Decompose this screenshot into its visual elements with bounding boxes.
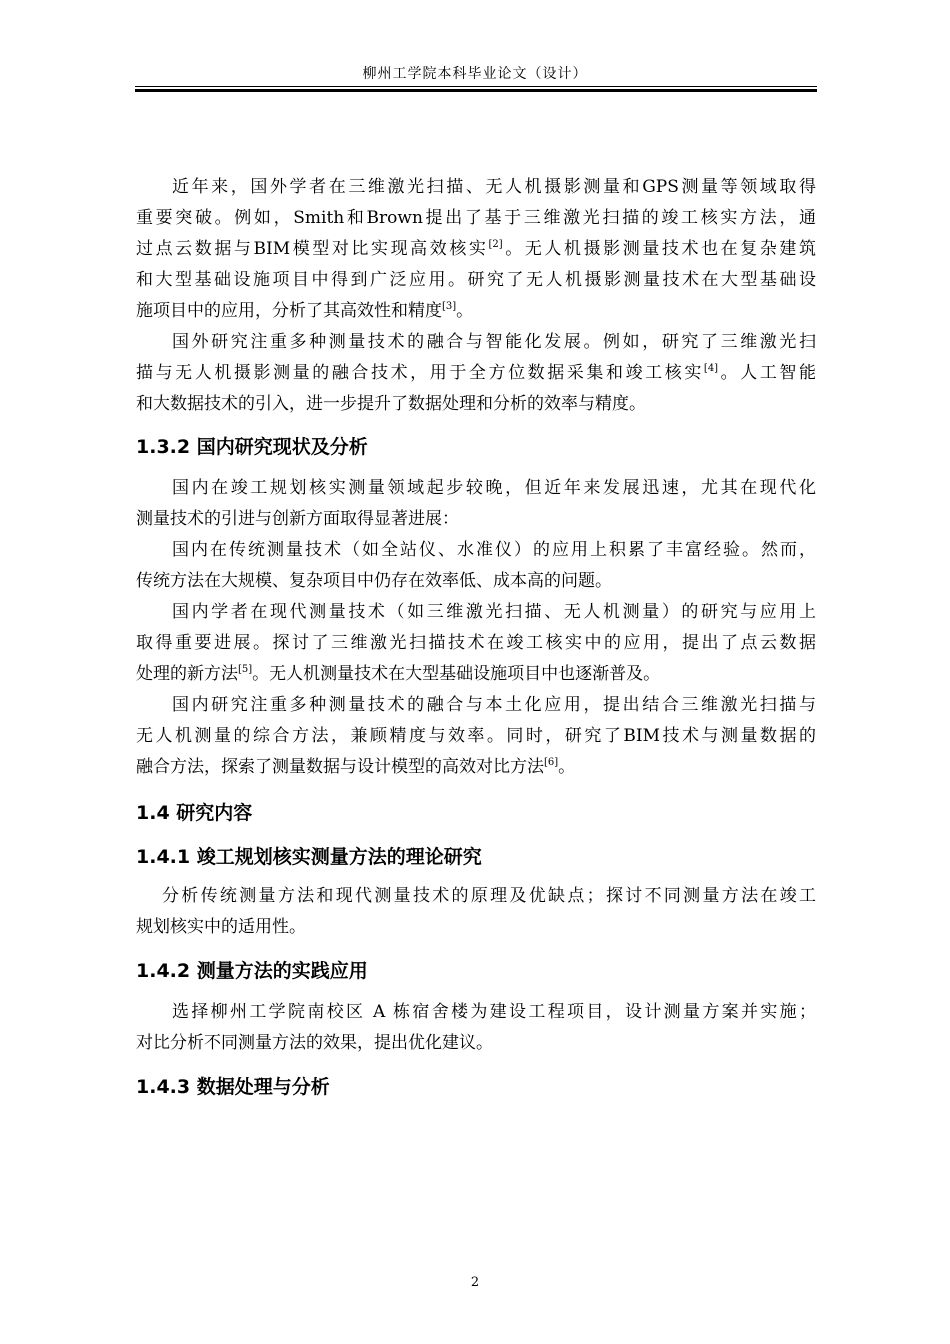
header-rule-thick <box>135 89 817 92</box>
text-line: 选择柳州工学院南校区 A 栋宿舍楼为建设工程项目，设计测量方案并实施； <box>172 1002 816 1022</box>
text-line: 分析传统测量方法和现代测量技术的原理及优缺点；探讨不同测量方法在竣工 <box>162 886 816 906</box>
citation-ref: [3] <box>442 301 457 312</box>
text-run: 。 <box>456 301 474 321</box>
text-line <box>136 234 816 265</box>
header-rule-thin <box>135 86 817 87</box>
text-line: 测量技术的引进与创新方面取得显著进展： <box>136 509 459 529</box>
text-run: 施项目中的应用，分析了其高效性和精度 <box>136 301 442 321</box>
running-header: 柳州工学院本科毕业论文（设计） <box>362 66 588 82</box>
text-line <box>136 752 816 783</box>
paragraph-foreign-breakthroughs <box>136 172 816 327</box>
paragraph-domestic-integration <box>136 690 816 783</box>
citation-ref: [5] <box>238 664 253 675</box>
text-run: 描与无人机摄影测量的融合技术，用于全方位数据采集和竣工核实 <box>136 363 704 383</box>
text-line <box>136 659 816 690</box>
text-line: 国内在传统测量技术（如全站仪、水准仪）的应用上积累了丰富经验。然而， <box>172 540 816 560</box>
text-run: 过点云数据与BIM模型对比实现高效核实 <box>136 239 489 259</box>
text-line: 和大数据技术的引入，进一步提升了数据处理和分析的效率与精度。 <box>136 394 646 414</box>
text-run: 。无人机摄影测量技术也在复杂建筑 <box>502 239 816 259</box>
text-run: 。无人机测量技术在大型基础设施项目中也逐渐普及。 <box>252 664 661 684</box>
text-line: 对比分析不同测量方法的效果，提出优化建议。 <box>136 1033 493 1053</box>
text-run: 融合方法，探索了测量数据与设计模型的高效对比方法 <box>136 757 544 777</box>
text-line: 重要突破。例如，Smith和Brown提出了基于三维激光扫描的竣工核实方法，通 <box>136 208 816 228</box>
page-content <box>136 172 816 1099</box>
paragraph-theory-research <box>136 881 816 943</box>
section-heading-1-4: 1.4 研究内容 <box>136 802 253 824</box>
paragraph-practice-application <box>136 997 816 1059</box>
citation-ref: [4] <box>703 363 719 374</box>
text-line: 国内在竣工规划核实测量领域起步较晚，但近年来发展迅速，尤其在现代化 <box>172 478 816 498</box>
text-run: 。 <box>558 757 576 777</box>
page-number: 2 <box>470 1275 480 1290</box>
paragraph-foreign-integration <box>136 327 816 420</box>
text-line: 传统方法在大规模、复杂项目中仍存在效率低、成本高的问题。 <box>136 571 612 591</box>
section-heading-1-4-1: 1.4.1 竣工规划核实测量方法的理论研究 <box>136 846 482 868</box>
text-run: 处理的新方法 <box>136 664 238 684</box>
section-heading-1-4-2: 1.4.2 测量方法的实践应用 <box>136 960 368 982</box>
text-line: 取得重要进展。探讨了三维激光扫描技术在竣工核实中的应用，提出了点云数据 <box>136 633 816 653</box>
citation-ref: [2] <box>488 239 503 250</box>
section-heading-1-4-3: 1.4.3 数据处理与分析 <box>136 1076 330 1098</box>
text-line: 国内学者在现代测量技术（如三维激光扫描、无人机测量）的研究与应用上 <box>172 602 816 622</box>
paragraph-domestic-overview <box>136 473 816 535</box>
text-line: 无人机测量的综合方法，兼顾精度与效率。同时，研究了BIM技术与测量数据的 <box>136 726 816 746</box>
text-line: 近年来，国外学者在三维激光扫描、无人机摄影测量和GPS测量等领域取得 <box>172 177 816 197</box>
paragraph-domestic-modern <box>136 597 816 690</box>
citation-ref: [6] <box>544 757 559 768</box>
section-heading-1-3-2: 1.3.2 国内研究现状及分析 <box>136 436 368 458</box>
text-line: 国内研究注重多种测量技术的融合与本土化应用，提出结合三维激光扫描与 <box>172 695 816 715</box>
text-line <box>136 358 816 389</box>
paragraph-domestic-traditional <box>136 535 816 597</box>
text-line: 规划核实中的适用性。 <box>136 917 306 937</box>
text-line: 和大型基础设施项目中得到广泛应用。研究了无人机摄影测量技术在大型基础设 <box>136 270 816 290</box>
text-run: 。人工智能 <box>718 363 817 383</box>
text-line: 国外研究注重多种测量技术的融合与智能化发展。例如，研究了三维激光扫 <box>172 332 816 352</box>
text-line <box>136 296 816 327</box>
